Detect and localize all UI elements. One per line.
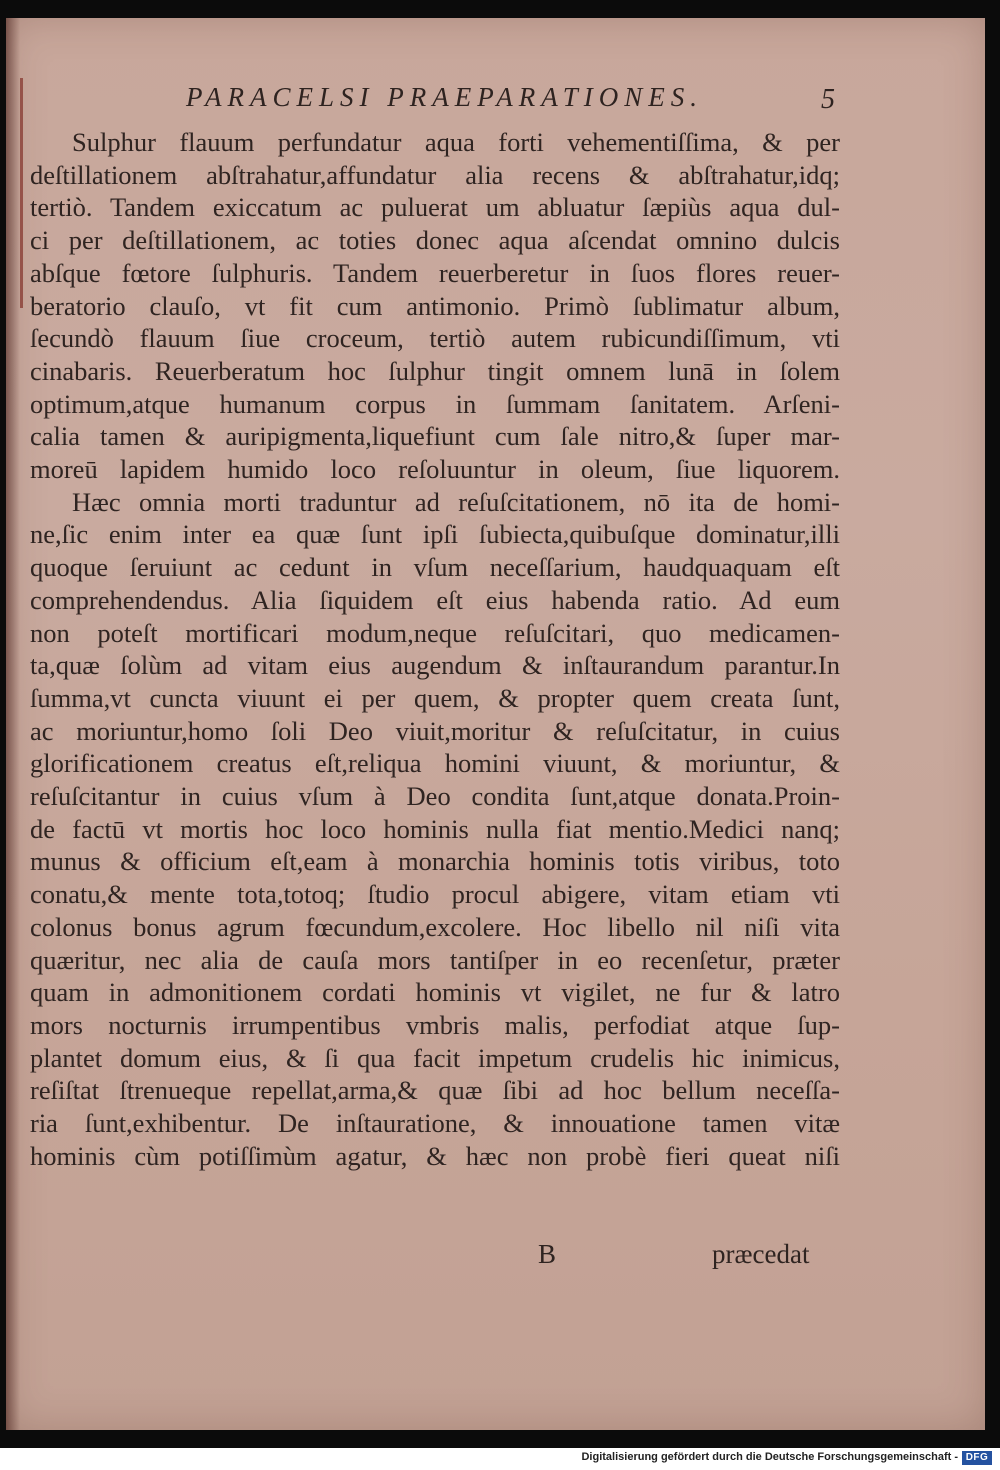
text-line: ſumma,vt cuncta viuunt ei per quem, & propter quem creata ſunt, (30, 682, 840, 713)
text-line: ne,ſic enim inter ea quæ ſunt ipſi ſubiecta,quibuſque dominatur,illi (30, 519, 840, 550)
text-line: comprehendendus. Alia ſiquidem eſt eius habenda ratio. Ad eum (30, 584, 840, 615)
text-line: optimum,atque humanum corpus in ſummam ſanitatem. Arſeni- (30, 388, 840, 419)
text-line: calia tamen & auripigmenta,liquefiunt cum ſale nitro,& ſuper mar- (30, 421, 840, 452)
text-line: munus & officium eſt,eam à monarchia hominis totis viribus, toto (30, 846, 840, 877)
text-line: quoque ſeruiunt ac cedunt in vſum neceſſarium, haudquaquam eſt (30, 552, 840, 583)
text-line: ac moriuntur,homo ſoli Deo viuit,moritur & reſuſcitatur, in cuius (30, 715, 840, 746)
text-line: mors nocturnis irrumpentibus vmbris malis, perfodiat atque ſup- (30, 1009, 840, 1040)
text-line: ria ſunt,exhibentur. De inſtauratione, & innouatione tamen vitæ (30, 1108, 840, 1139)
text-line: conatu,& mente tota,totoq; ſtudio procul abigere, vitam etiam vti (30, 879, 840, 910)
funding-credit: Digitalisierung gefördert durch die Deutsche Forschungsgemeinschaft - (581, 1451, 958, 1463)
paragraph-2 (30, 486, 840, 1173)
text-line: colonus bonus agrum fœcundum,excolere. Hoc libello nil niſi vita (30, 911, 840, 942)
book-page (6, 18, 985, 1430)
text-line: ſecundò flauum ſiue croceum, tertiò autem rubicundiſſimum, vti (30, 323, 840, 354)
text-line: Sulphur flauum perfundatur aqua forti vehementiſſima, & per (72, 127, 840, 157)
folio-number: 5 (821, 84, 835, 115)
text-line: plantet domum eius, & ſi qua facit impetum crudelis hic inimicus, (30, 1042, 840, 1073)
text-line: reſuſcitantur in cuius vſum à Deo condita ſunt,atque donata.Proin- (30, 781, 840, 812)
text-line: tertiò. Tandem exiccatum ac puluerat um abluatur ſæpiùs aqua dul- (30, 192, 840, 223)
catchword: præcedat (712, 1239, 810, 1269)
footer-bar (0, 1448, 1000, 1470)
text-line: abſque fœtore ſulphuris. Tandem reuerberetur in ſuos flores reuer- (30, 257, 840, 288)
text-line: de factū vt mortis hoc loco hominis nulla fiat mentio.Medici nanq; (30, 813, 840, 844)
signature-mark: B (538, 1239, 557, 1269)
text-line: moreū lapidem humido loco reſoluuntur in oleum, ſiue liquorem. (30, 454, 840, 485)
text-line: ta,quæ ſolùm ad vitam eius augendum & inſtaurandum parantur.In (30, 650, 840, 681)
dfg-logo-icon: DFG (962, 1451, 992, 1465)
running-head: PARACELSI PRAEPARATIONES. (186, 82, 703, 112)
text-line: glorificationem creatus eſt,reliqua homini viuunt, & moriuntur, & (30, 748, 840, 779)
text-line: deſtillationem abſtrahatur,affundatur alia recens & abſtrahatur,idq; (30, 159, 840, 190)
text-line: ci per deſtillationem, ac toties donec aqua aſcendat omnino dulcis (30, 225, 840, 256)
body-text (30, 126, 840, 1173)
text-line: cinabaris. Reuerberatum hoc ſulphur tingit omnem lunā in ſolem (30, 355, 840, 386)
text-line: hominis cùm potiſſimùm agatur, & hæc non probè fieri queat niſi (30, 1140, 840, 1171)
text-line: beratorio clauſo, vt fit cum antimonio. Primò ſublimatur album, (30, 290, 840, 321)
text-line: quam in admonitionem cordati hominis vt vigilet, ne fur & latro (30, 977, 840, 1008)
paragraph-1 (30, 126, 840, 486)
text-line: non poteſt mortificari modum,neque reſuſcitari, quo medicamen- (30, 617, 840, 648)
text-line: quæritur, nec alia de cauſa mors tantiſper in eo recenſetur, præter (30, 944, 840, 975)
text-line: Hæc omnia morti traduntur ad reſuſcitationem, nō ita de homi- (72, 486, 840, 517)
text-line: reſiſtat ſtrenueque repellat,arma,& quæ ſibi ad hoc bellum neceſſa- (30, 1075, 840, 1106)
